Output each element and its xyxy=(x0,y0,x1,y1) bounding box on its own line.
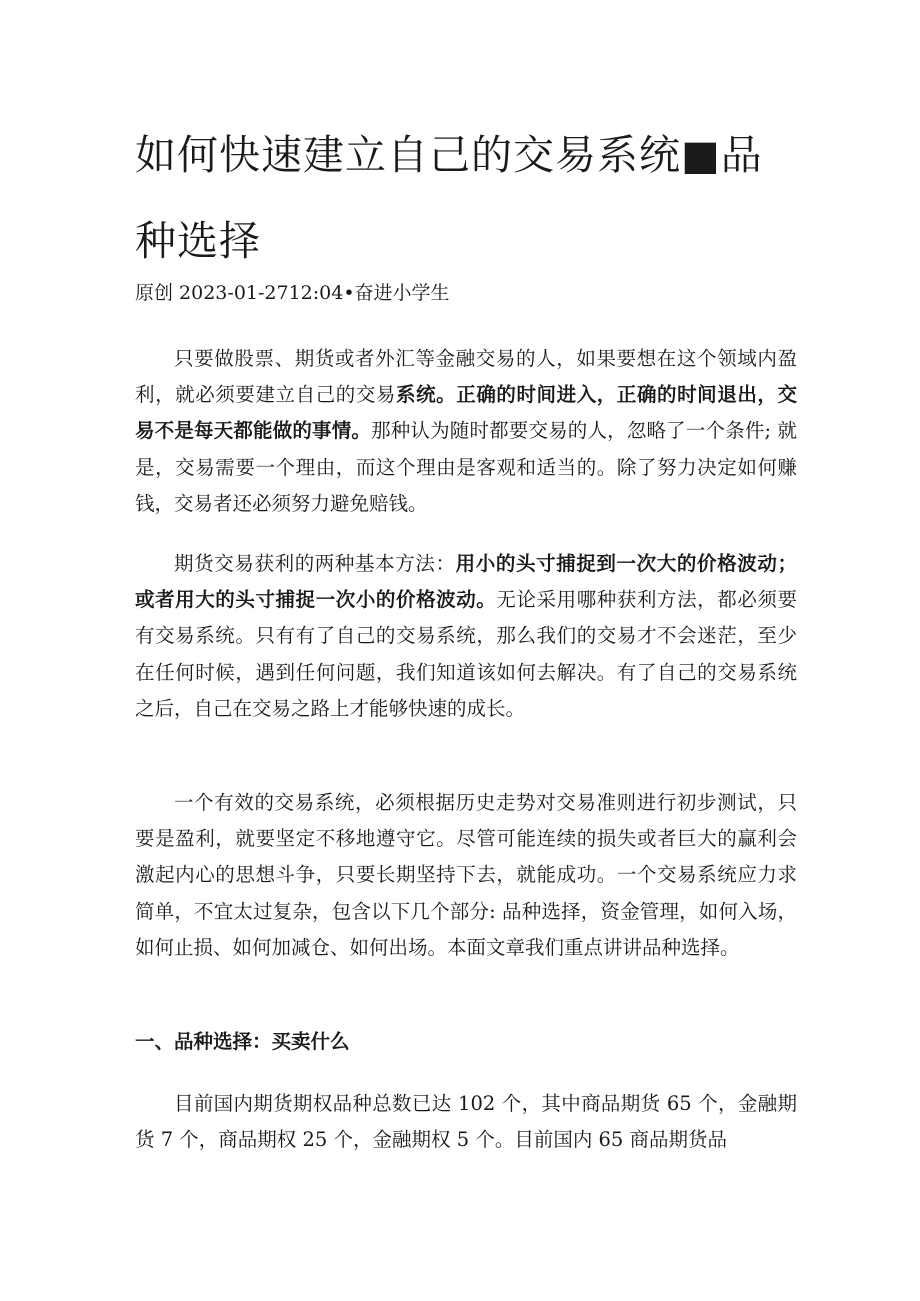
article-title: 如何快速建立自己的交易系统■品种选择 xyxy=(135,131,763,265)
paragraph-system: 一个有效的交易系统，必须根据历史走势对交易准则进行初步测试，只要是盈利，就要坚定不移地遵守它。尽管可能连续的损失或者巨大的赢利会激起内心的思想斗争，只要长期坚持下去，就能成功。一个交易系统应力求简单，不宜太过复杂，包含以下几个部分: 品种选择，资金管理，如何入场，如何止损、如何加减仓、如何出场。本面文章我们重点讲讲品种选择。 xyxy=(135,791,797,959)
paragraph-methods xyxy=(135,546,797,727)
paragraph-intro xyxy=(135,341,797,522)
paragraph-methods-text: 期货交易获利的两种基本方法： xyxy=(174,552,456,575)
paragraph-intro-bold: 系统。正确的时间进入，正确的时间退出，交易不是每天都能做的事情。 xyxy=(135,383,797,443)
section-heading: 一、品种选择：买卖什么 xyxy=(135,1030,350,1053)
paragraph-intro-text-rest: 那种认为随时都要交易的人，忽略了一个条件; 就是，交易需要一个理由，而这个理由是客观和适当的。除了努力决定如何赚钱，交易者还必须努力避免赔钱。 xyxy=(135,419,797,515)
article-meta: 原创 2023-01-2712:04•奋进小学生 xyxy=(135,282,450,304)
paragraph-varieties: 目前国内期货期权品种总数已达 102 个，其中商品期货 65 个，金融期货 7 个，商品期权 25 个，金融期权 5 个。目前国内 65 商品期货品 xyxy=(135,1092,797,1152)
paragraph-intro-text: 只要做股票、期货或者外汇等金融交易的人，如果要想在这个领域内盈利，就必须要建立自己的交易 xyxy=(135,347,797,407)
paragraph-methods-bold: 用小的头寸捕捉到一次大的价格波动；或者用大的头寸捕捉一次小的价格波动。 xyxy=(135,552,797,612)
paragraph-methods-text-rest: 无论采用哪种获利方法，都必须要有交易系统。只有有了自己的交易系统，那么我们的交易才不会迷茫，至少在任何时候，遇到任何问题，我们知道该如何去解决。有了自己的交易系统之后，自己在交易之路上才能够快速的成长。 xyxy=(135,588,797,720)
